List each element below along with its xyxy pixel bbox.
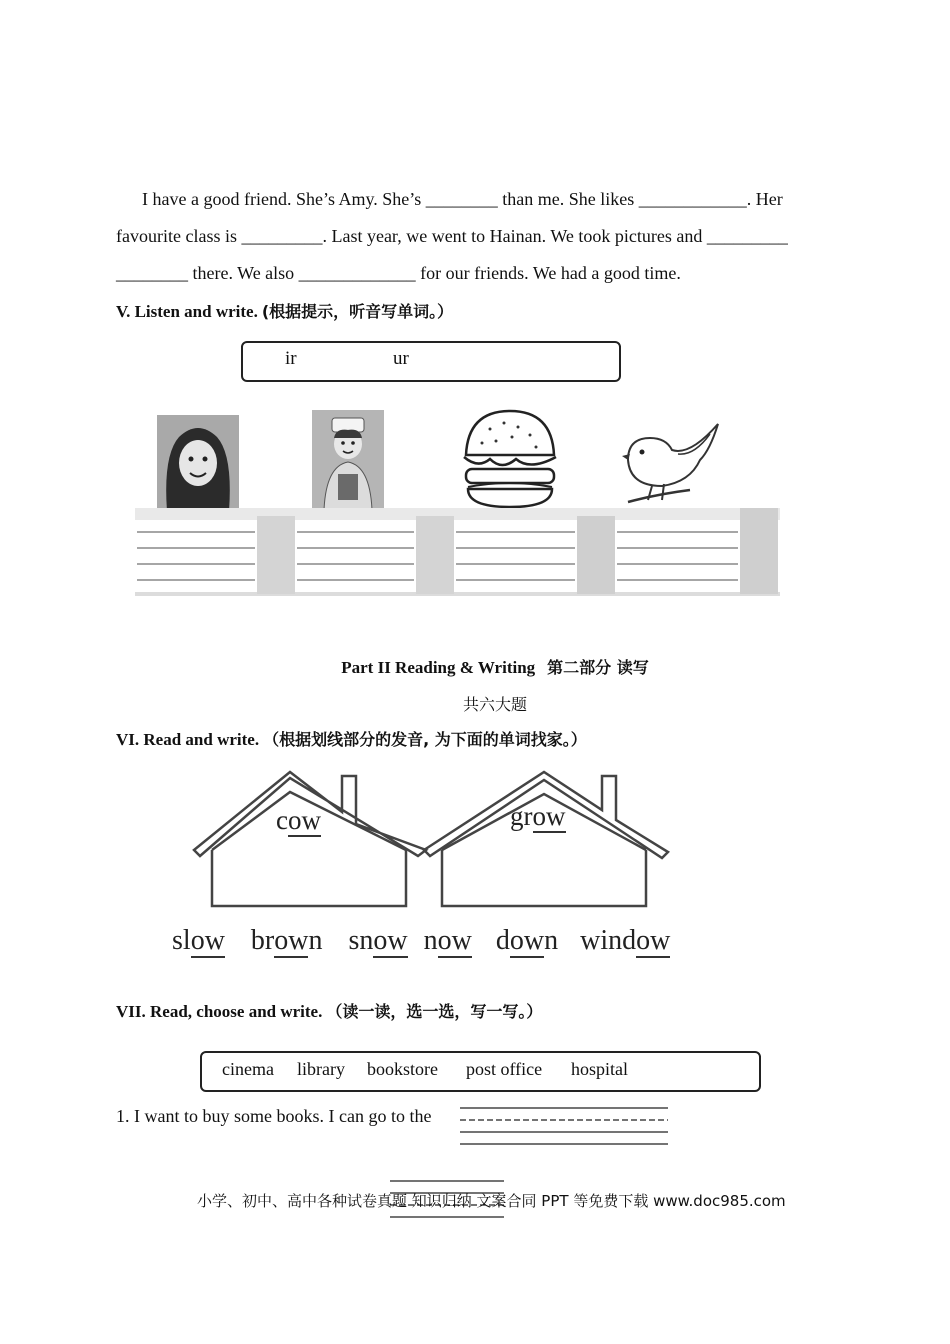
house-2-word: grow [510,801,566,831]
bird-picture [618,420,730,513]
word-brown: brown [250,925,323,956]
section-6-heading: VI. Read and write. （根据划线部分的发音, 为下面的单词找家。） [116,730,587,749]
word-options-box [200,1051,761,1092]
part-2-heading: Part II Reading & Writing 第二部分 读写 [341,658,649,677]
question-1: 1. I want to buy some books. I can go to the [116,1106,432,1126]
word-list [172,925,670,957]
option-library: library [297,1059,345,1079]
option-hospital: hospital [571,1059,628,1079]
part-2-subtitle: 共六大题 [462,695,527,714]
house-1-underline: ow [287,805,321,835]
answer-lines-q1[interactable] [460,1106,670,1153]
section-7-heading: VII. Read, choose and write. （读一读，选一选，写一写。） [116,1002,543,1021]
passage-line-3: ________ there. We also _____________ for our friends. We had a good time. [116,263,681,283]
passage-line-2: favourite class is _________. Last year, we went to Hainan. We took pictures and _________ [116,226,788,246]
house-1-word: cow [276,805,321,835]
section-5-heading: V. Listen and write. (根据提示，听音写单词。） [116,302,454,321]
letter-combo-box [241,341,621,382]
houses-drawing [192,768,672,915]
word-now: now [423,925,472,956]
word-window: window [580,925,671,956]
option-post-office: post office [466,1059,543,1079]
option-bookstore: bookstore [367,1059,438,1079]
combo-ur: ur [393,348,409,369]
nurse-picture [312,410,384,510]
word-slow: slow [172,925,225,956]
word-snow: snow [348,925,408,956]
word-down: down [495,925,559,956]
hamburger-picture [460,407,560,516]
passage-line-1: I have a good friend. She’s Amy. She’s ________ than me. She likes ____________. Her [142,189,783,209]
option-cinema: cinema [222,1059,274,1079]
house-2-underline: ow [532,801,566,831]
footer-text: 小学、初中、高中各种试卷真题 知识归纳 文案合同 PPT 等免费下载 www.doc985.com [197,1192,786,1210]
passage [116,181,876,292]
writing-lines-strip [135,508,780,601]
combo-ir: ir [285,348,297,369]
girl-picture [157,415,239,511]
